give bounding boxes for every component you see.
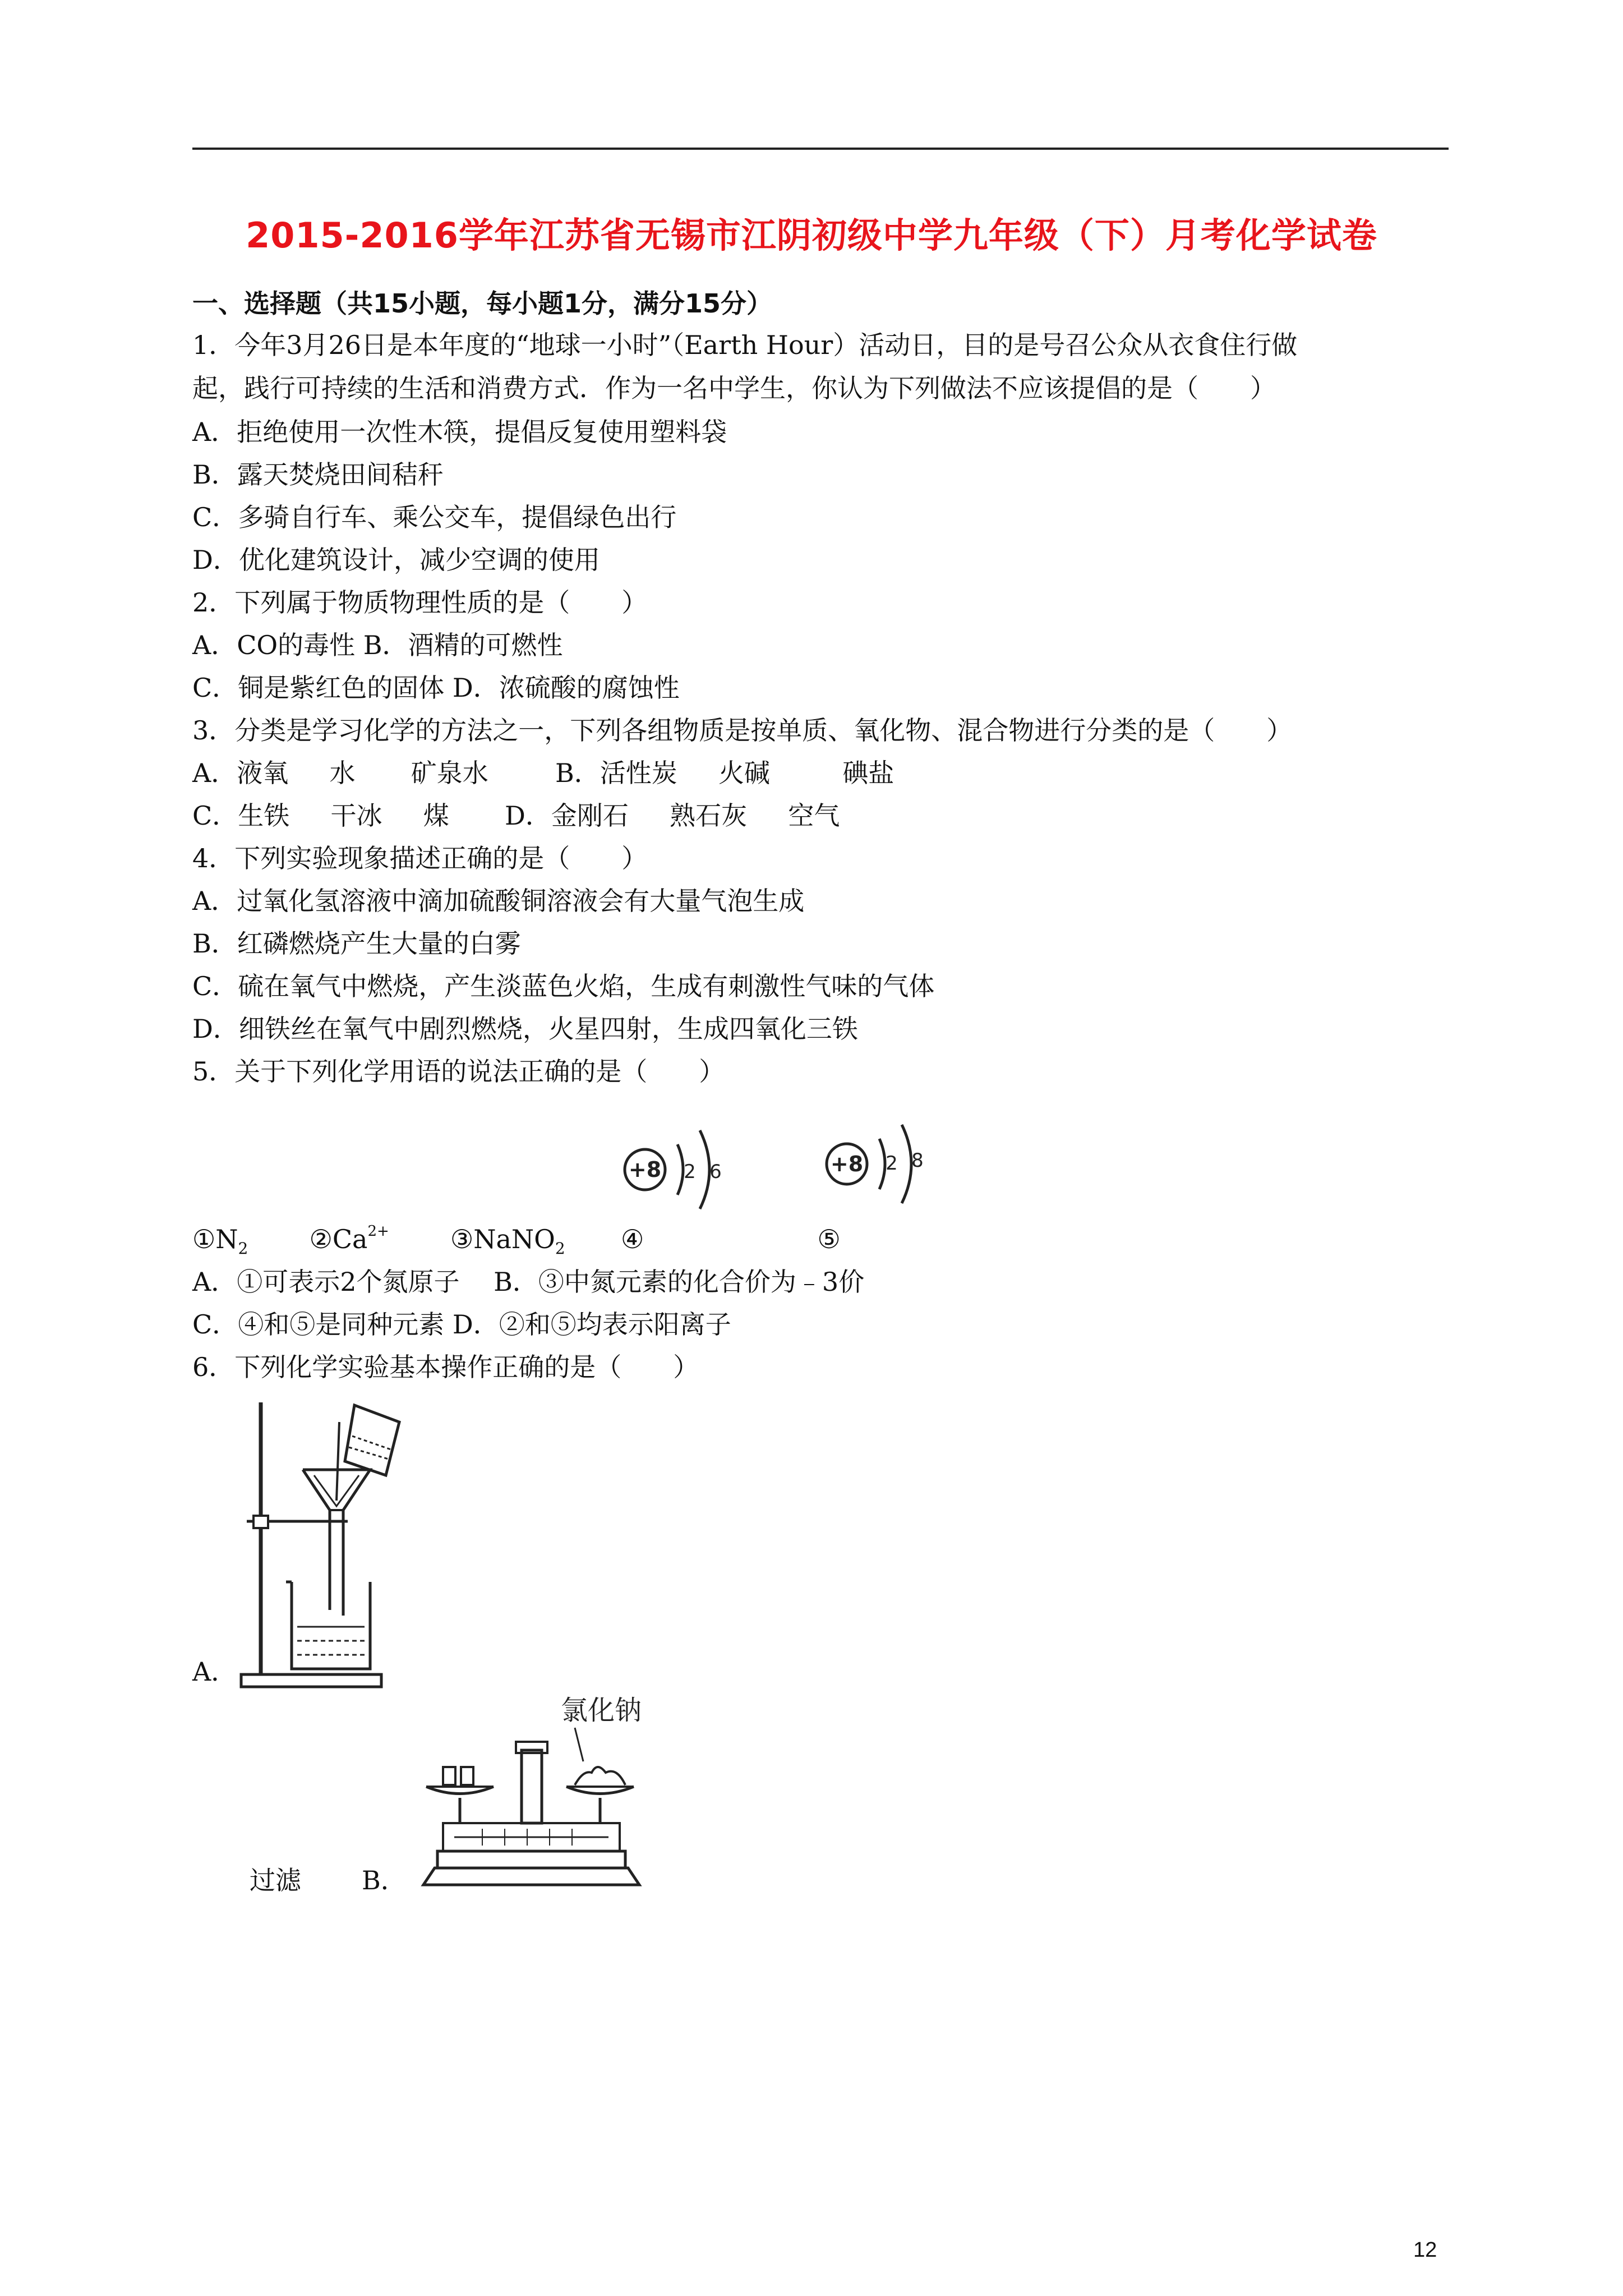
q3-b-item3: 碘盐	[842, 758, 895, 788]
q5-atom-structure-4	[611, 1116, 740, 1223]
page-number: 12	[1413, 2238, 1437, 2262]
q3-options-cd	[192, 799, 840, 832]
q5-options-cd: C．④和⑤是同种元素 D．②和⑤均表示阳离子	[192, 1309, 731, 1340]
q5-stem: 5．关于下列化学用语的说法正确的是（ ）	[192, 1056, 725, 1087]
atom5-shell2-arc	[902, 1125, 911, 1203]
q1-option-c: C．多骑自行车、乘公交车，提倡绿色出行	[192, 502, 677, 532]
page-title: 2015-2016学年江苏省无锡市江阴初级中学九年级（下）月考化学试卷	[246, 215, 1377, 256]
q3-d-label: D．金刚石	[504, 800, 629, 831]
q5-item4: ④	[620, 1224, 644, 1254]
q1-stem-line2: 起，践行可持续的生活和消费方式．作为一名中学生，你认为下列做法不应该提倡的是（ ）	[192, 373, 1276, 403]
q3-c-label: C．生铁	[192, 800, 290, 831]
q5-item1-subscript: 2	[238, 1239, 248, 1258]
q1-option-b: B．露天焚烧田间秸秆	[192, 459, 444, 490]
q5-atom-structure-5	[813, 1111, 942, 1217]
q3-a-item3: 矿泉水	[411, 758, 488, 788]
q5-item5: ⑤	[817, 1224, 841, 1254]
atom4-shell2: 6	[709, 1161, 722, 1183]
q2-options-ab: A．CO的毒性 B．酒精的可燃性	[192, 630, 563, 660]
q6-option-a-label: A．	[192, 1657, 237, 1687]
q5-item3-subscript: 2	[555, 1239, 565, 1258]
q5-symbols-row	[192, 1214, 841, 1266]
atom4-shell1: 2	[684, 1161, 696, 1183]
q6-option-b-label: B．	[362, 1865, 407, 1895]
q5-item1: ①N	[192, 1224, 238, 1254]
q4-option-a: A．过氧化氢溶液中滴加硫酸铜溶液会有大量气泡生成	[192, 886, 805, 916]
q4-option-c: C．硫在氧气中燃烧，产生淡蓝色火焰，生成有刺激性气味的气体	[192, 971, 935, 1001]
q3-c-item3: 煤	[423, 800, 449, 831]
q1-option-a: A．拒绝使用一次性木筷，提倡反复使用塑料袋	[192, 417, 727, 447]
atom5-shell1: 2	[886, 1152, 898, 1175]
q3-stem: 3．分类是学习化学的方法之一，下列各组物质是按单质、氧化物、混合物进行分类的是（ ）	[192, 715, 1293, 746]
atom5-shell2: 8	[911, 1149, 924, 1172]
q4-option-d: D．细铁丝在氧气中剧烈燃烧，火星四射，生成四氧化三铁	[192, 1014, 858, 1044]
q1-option-d: D．优化建筑设计，减少空调的使用	[192, 545, 600, 575]
q3-b-item2: 火碱	[718, 758, 771, 788]
q3-a-label: A．液氧	[192, 758, 289, 788]
q3-b-label: B．活性炭	[555, 758, 677, 788]
atom4-nucleus: +8	[628, 1157, 662, 1182]
header-rule	[192, 148, 1449, 150]
filtration-apparatus-figure	[224, 1391, 460, 1694]
atom4-shell1-arc	[677, 1144, 683, 1195]
q3-c-item2: 干冰	[330, 800, 382, 831]
q3-options-ab	[192, 756, 894, 790]
q6-stem: 6．下列化学实验基本操作正确的是（ ）	[192, 1352, 699, 1382]
atom5-shell1-arc	[879, 1139, 885, 1189]
q5-options-ab: A．①可表示2个氮原子 B．③中氮元素的化合价为﹣3价	[192, 1267, 865, 1297]
section-heading: 一、选择题（共15小题，每小题1分，满分15分）	[192, 288, 773, 319]
q5-item2-superscript: 2+	[367, 1223, 389, 1240]
q1-stem-line1: 1．今年3月26日是本年度的“地球一小时”（Earth Hour）活动日，目的是号召公众从衣食住行做	[192, 330, 1298, 360]
balance-scale-figure	[415, 1688, 651, 1902]
atom4-shell2-arc	[700, 1130, 709, 1209]
q2-stem: 2．下列属于物质物理性质的是（ ）	[192, 587, 648, 618]
q3-d-item2: 熟石灰	[670, 800, 748, 831]
q3-a-item2: 水	[329, 758, 356, 788]
balance-label: 氯化钠	[561, 1695, 642, 1726]
q5-item2: ②Ca	[309, 1224, 368, 1254]
atom5-nucleus: +8	[830, 1152, 864, 1176]
q4-stem: 4．下列实验现象描述正确的是（ ）	[192, 843, 648, 873]
filter-caption: 过滤	[250, 1865, 301, 1895]
q4-option-b: B．红磷燃烧产生大量的白雾	[192, 928, 521, 959]
q5-item3: ③NaNO	[450, 1224, 555, 1254]
q2-options-cd: C．铜是紫红色的固体 D．浓硫酸的腐蚀性	[192, 673, 680, 703]
q3-d-item3: 空气	[788, 800, 840, 831]
